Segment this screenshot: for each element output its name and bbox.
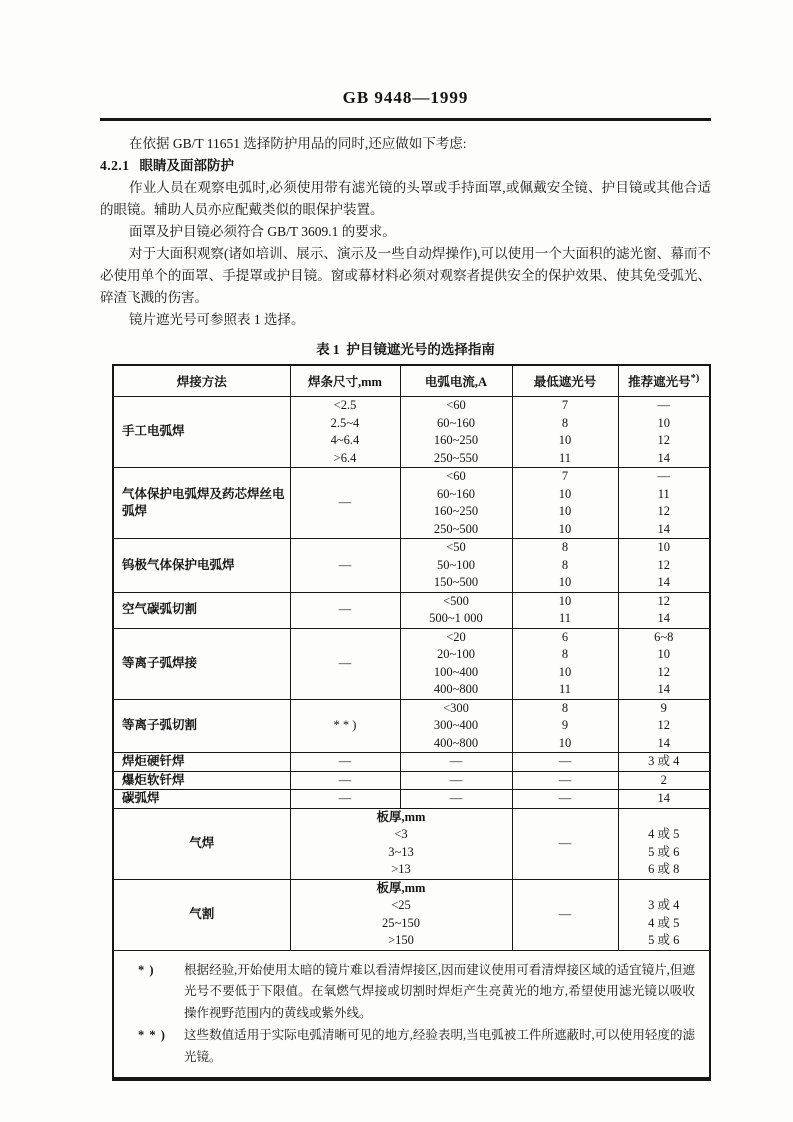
header-rod-size: 焊条尺寸,mm	[290, 365, 400, 397]
table-row	[113, 790, 710, 809]
cell-current: 250~500	[400, 521, 512, 539]
cell-rec-shade: 12	[618, 503, 710, 521]
body-text	[100, 133, 711, 331]
cell-rec-shade: 14	[618, 610, 710, 628]
cell-size: * * )	[290, 699, 400, 753]
paragraph-4: 镜片遮光号可参照表 1 选择。	[129, 312, 305, 327]
cell-rec-shade: 11	[618, 486, 710, 504]
cell-min-shade: —	[512, 771, 618, 790]
cell-rec-shade: 10	[618, 539, 710, 557]
footnote-1	[138, 960, 695, 1025]
table-row	[113, 771, 710, 790]
cell-current: 60~160	[400, 486, 512, 504]
cell-current: 300~400	[400, 717, 512, 735]
table-row	[113, 753, 710, 772]
cell-current: 100~400	[400, 664, 512, 682]
section-number: 4.2.1	[100, 158, 130, 173]
cell-size: —	[290, 539, 400, 593]
cell-size: —	[290, 628, 400, 699]
cell-min-shade: 11	[512, 610, 618, 628]
cell-rec-shade: 12	[618, 432, 710, 450]
table-row	[113, 879, 710, 897]
cell-min-shade: 10	[512, 521, 618, 539]
cell-size: >150	[290, 932, 512, 950]
cell-rec-shade: 12	[618, 557, 710, 575]
cell-method: 钨极气体保护电弧焊	[113, 539, 290, 593]
cell-current: 160~250	[400, 432, 512, 450]
cell-min-shade: 9	[512, 717, 618, 735]
cell-size: >13	[290, 861, 512, 879]
cell-min-shade: 10	[512, 592, 618, 610]
standard-number-header: GB 9448—1999	[342, 88, 469, 107]
cell-min-shade: 6	[512, 628, 618, 646]
cell-min-shade: 10	[512, 432, 618, 450]
group-torch-soldering	[113, 771, 710, 790]
cell-min-shade: 8	[512, 699, 618, 717]
cell-size: —	[290, 753, 400, 772]
cell-current: 60~160	[400, 415, 512, 433]
cell-size: 3~13	[290, 844, 512, 862]
paragraph-1: 作业人员在观察电弧时,必须使用带有滤光镜的头罩或手持面罩,或佩戴安全镜、护目镜或其他合适的眼镜。辅助人员亦应配戴类似的眼保护装置。	[100, 180, 711, 217]
cell-method: 等离子弧切割	[113, 699, 290, 753]
header-rule	[100, 118, 711, 121]
cell-rec-shade	[618, 879, 710, 897]
cell-rec-shade: 14	[618, 735, 710, 753]
footnote-cell	[113, 950, 710, 1079]
cell-method: 气体保护电弧焊及药芯焊丝电弧焊	[113, 468, 290, 539]
cell-size: —	[290, 592, 400, 628]
cell-size: <25	[290, 897, 512, 915]
cell-current: <60	[400, 468, 512, 486]
table-row	[113, 808, 710, 826]
table-row	[113, 592, 710, 610]
group-manual-arc-welding	[113, 397, 710, 468]
cell-size: —	[290, 468, 400, 539]
cell-current: 500~1 000	[400, 610, 512, 628]
footnote-2	[138, 1025, 695, 1068]
header-footnote-mark: *)	[690, 372, 700, 384]
cell-rec-shade: 12	[618, 592, 710, 610]
cell-current: <50	[400, 539, 512, 557]
cell-rec-shade: 5 或 6	[618, 844, 710, 862]
table-row	[113, 397, 710, 415]
cell-current: <20	[400, 628, 512, 646]
cell-rec-shade: 6~8	[618, 628, 710, 646]
group-carbon-arc-welding	[113, 790, 710, 809]
cell-rec-shade	[618, 808, 710, 826]
cell-rec-shade: 4 或 5	[618, 826, 710, 844]
cell-method: 焊炬硬钎焊	[113, 753, 290, 772]
footnote-2-text: 这些数值适用于实际电弧清晰可见的地方,经验表明,当电弧被工件所遮蔽时,可以使用轻度的滤光镜。	[184, 1028, 695, 1064]
cell-rec-shade: —	[618, 468, 710, 486]
header-welding-method: 焊接方法	[113, 365, 290, 397]
cell-size: —	[290, 771, 400, 790]
table-row	[113, 628, 710, 646]
cell-current: <60	[400, 397, 512, 415]
header-arc-current: 电弧电流,A	[400, 365, 512, 397]
cell-min-shade: 8	[512, 557, 618, 575]
cell-rec-shade: 14	[618, 450, 710, 468]
cell-method: 气割	[113, 879, 290, 950]
cell-current: 250~550	[400, 450, 512, 468]
group-plasma-arc-welding	[113, 628, 710, 699]
cell-current: 150~500	[400, 574, 512, 592]
cell-current: 20~100	[400, 646, 512, 664]
table-row	[113, 468, 710, 486]
cell-min-shade: —	[512, 808, 618, 879]
header-recommended-shade	[618, 365, 710, 397]
cell-plate-thickness-header: 板厚,mm	[290, 808, 512, 826]
paragraph-2: 面罩及护目镜必须符合 GB/T 3609.1 的要求。	[129, 224, 396, 239]
cell-rec-shade: 14	[618, 521, 710, 539]
footnote-row	[113, 950, 710, 1079]
cell-method: 气焊	[113, 808, 290, 879]
cell-current: 50~100	[400, 557, 512, 575]
cell-min-shade: 7	[512, 397, 618, 415]
group-air-carbon-arc-cutting	[113, 592, 710, 628]
cell-min-shade: 11	[512, 450, 618, 468]
shade-number-table	[112, 364, 711, 1081]
group-torch-brazing	[113, 753, 710, 772]
cell-min-shade: 8	[512, 539, 618, 557]
cell-method: 手工电弧焊	[113, 397, 290, 468]
cell-rec-shade: 14	[618, 574, 710, 592]
cell-min-shade: 8	[512, 415, 618, 433]
cell-plate-thickness-header: 板厚,mm	[290, 879, 512, 897]
table-caption: 表 1 护目镜遮光号的选择指南	[316, 342, 495, 357]
header-recommended-shade-label: 推荐遮光号	[628, 375, 691, 389]
cell-size: 4~6.4	[290, 432, 400, 450]
cell-rec-shade: 2	[618, 771, 710, 790]
table-header-row	[113, 365, 710, 397]
cell-rec-shade: —	[618, 397, 710, 415]
cell-rec-shade: 9	[618, 699, 710, 717]
cell-rec-shade: 3 或 4	[618, 753, 710, 772]
cell-size: —	[290, 790, 400, 809]
cell-method: 空气碳弧切割	[113, 592, 290, 628]
cell-min-shade: —	[512, 753, 618, 772]
table-row	[113, 539, 710, 557]
cell-rec-shade: 10	[618, 646, 710, 664]
intro-paragraph: 在依据 GB/T 11651 选择防护用品的同时,还应做如下考虑:	[129, 136, 467, 151]
cell-rec-shade: 14	[618, 681, 710, 699]
cell-method: 爆炬软钎焊	[113, 771, 290, 790]
group-plasma-arc-cutting	[113, 699, 710, 753]
cell-size: <2.5	[290, 397, 400, 415]
cell-current: 400~800	[400, 735, 512, 753]
group-tig-welding	[113, 539, 710, 593]
group-gas-welding	[113, 808, 710, 879]
cell-min-shade: 10	[512, 735, 618, 753]
paragraph-3: 对于大面积观察(诸如培训、展示、演示及一些自动焊操作),可以使用一个大面积的滤光窗、幕而不必使用单个的面罩、手提罩或护目镜。窗或幕材料必须对观察者提供安全的保护效果、使其免受弧光、碎渣飞溅的伤害。	[100, 246, 711, 305]
footnote-2-mark: * * )	[138, 1028, 166, 1042]
table-row	[113, 699, 710, 717]
section-title: 眼睛及面部防护	[139, 158, 234, 173]
footnote-1-mark: * )	[138, 962, 155, 977]
cell-method: 碳弧焊	[113, 790, 290, 809]
cell-min-shade: —	[512, 790, 618, 809]
cell-min-shade: 10	[512, 503, 618, 521]
footnote-1-text: 根据经验,开始使用太暗的镜片难以看清焊接区,因而建议使用可看清焊接区域的适宜镜片,但遮光号不要低于下限值。在氧燃气焊接或切割时焊炬产生亮黄光的地方,希望使用滤光镜以吸收操作视野范围内的黄线或紫外线。	[184, 962, 695, 1020]
cell-method: 等离子弧焊接	[113, 628, 290, 699]
cell-min-shade: 10	[512, 486, 618, 504]
cell-min-shade: —	[512, 879, 618, 950]
cell-current: 160~250	[400, 503, 512, 521]
cell-min-shade: 10	[512, 574, 618, 592]
cell-rec-shade: 12	[618, 717, 710, 735]
cell-rec-shade: 14	[618, 790, 710, 809]
cell-size: 2.5~4	[290, 415, 400, 433]
cell-min-shade: 8	[512, 646, 618, 664]
cell-size: >6.4	[290, 450, 400, 468]
cell-rec-shade: 4 或 5	[618, 915, 710, 933]
section-heading	[100, 155, 711, 177]
cell-current: 400~800	[400, 681, 512, 699]
cell-current: —	[400, 753, 512, 772]
cell-min-shade: 10	[512, 664, 618, 682]
cell-min-shade: 7	[512, 468, 618, 486]
cell-rec-shade: 12	[618, 664, 710, 682]
table-footnotes	[113, 950, 710, 1079]
cell-rec-shade: 5 或 6	[618, 932, 710, 950]
cell-rec-shade: 3 或 4	[618, 897, 710, 915]
header-min-shade: 最低遮光号	[512, 365, 618, 397]
cell-current: —	[400, 790, 512, 809]
cell-current: <500	[400, 592, 512, 610]
cell-current: <300	[400, 699, 512, 717]
cell-current: —	[400, 771, 512, 790]
cell-min-shade: 11	[512, 681, 618, 699]
cell-rec-shade: 10	[618, 415, 710, 433]
cell-size: <3	[290, 826, 512, 844]
cell-rec-shade: 6 或 8	[618, 861, 710, 879]
group-gas-shielded-arc-welding	[113, 468, 710, 539]
group-gas-cutting	[113, 879, 710, 950]
cell-size: 25~150	[290, 915, 512, 933]
